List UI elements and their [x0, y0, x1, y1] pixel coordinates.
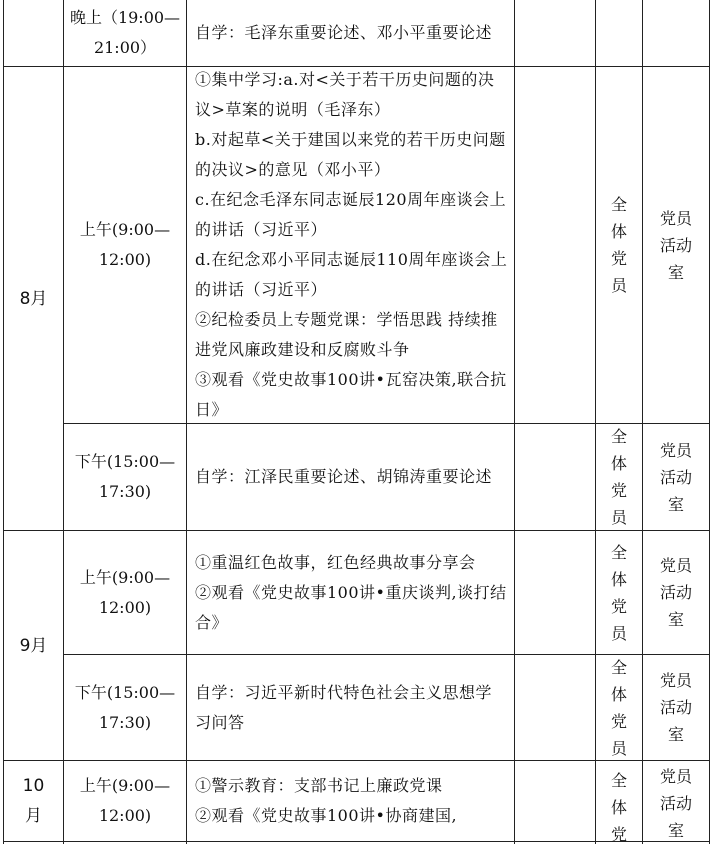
- content-line: ③观看《党史故事100讲•瓦窑决策,联合抗日》: [195, 370, 507, 419]
- time-cell: [64, 424, 186, 530]
- month-label: 10月: [22, 776, 45, 826]
- location-label: 党员活动室: [659, 767, 692, 840]
- content-line: 自学：江泽民重要论述、胡锦涛重要论述: [195, 467, 493, 486]
- content-line: 自学：习近平新时代特色社会主义思想学习问答: [195, 682, 493, 732]
- content-cell: [187, 0, 514, 66]
- content-cell: [187, 67, 514, 423]
- participants-label: 全体党员: [610, 542, 627, 643]
- month-cell: [4, 67, 63, 530]
- content-line: ②观看《党史故事100讲•协商建国,: [195, 806, 458, 825]
- location-label: 党员活动室: [659, 671, 692, 744]
- content-text: [187, 771, 463, 831]
- location-cell: [643, 424, 709, 530]
- grid-line: [3, 841, 710, 842]
- time-cell: [64, 655, 186, 760]
- time-label: 下午(15:00—17:30): [74, 682, 176, 732]
- time-label: 下午(15:00—17:30): [74, 452, 176, 501]
- content-line: 自学：毛泽东重要论述、邓小平重要论述: [195, 23, 493, 42]
- content-cell: [187, 655, 514, 760]
- participants-cell: [596, 424, 642, 530]
- month-cell: [4, 761, 63, 841]
- grid-line: [514, 0, 515, 844]
- location-label: 党员活动室: [659, 440, 692, 514]
- content-text: [187, 18, 498, 48]
- participants-label: 全体党员: [610, 195, 627, 295]
- time-label: 上午(9:00—12:00): [79, 567, 171, 617]
- content-text: [187, 462, 498, 492]
- grid-line: [709, 0, 710, 844]
- time-cell: [64, 0, 186, 66]
- month-label: 9月: [19, 635, 48, 656]
- participants-label: 全体党: [610, 771, 627, 844]
- content-cell: [187, 424, 514, 530]
- content-line: b.对起草<关于建国以来党的若干历史问题的决议>的意见（邓小平）: [195, 130, 506, 179]
- location-cell: [643, 531, 709, 654]
- participants-cell: [596, 655, 642, 760]
- location-cell: [643, 67, 709, 423]
- time-label: 晚上（19:00—21:00）: [69, 8, 181, 57]
- location-label: 党员活动室: [659, 556, 692, 629]
- time-cell: [64, 761, 186, 841]
- participants-cell: [596, 761, 642, 844]
- location-cell: [643, 655, 709, 760]
- time-label: 上午(9:00—12:00): [79, 776, 171, 825]
- participants-cell: [596, 531, 642, 654]
- participants-cell: [596, 67, 642, 423]
- content-line: ②观看《党史故事100讲•重庆谈判,谈打结合》: [195, 582, 507, 632]
- content-line: ①警示教育：支部书记上廉政党课: [195, 776, 443, 795]
- time-cell: [64, 67, 186, 423]
- time-label: 上午(9:00—12:00): [79, 220, 171, 269]
- content-cell: [187, 531, 514, 654]
- content-line: ①重温红色故事，红色经典故事分享会: [195, 552, 476, 572]
- participants-label: 全体党员: [610, 657, 627, 758]
- location-label: 党员活动室: [659, 208, 692, 282]
- content-line: d.在纪念邓小平同志诞辰110周年座谈会上的讲话（习近平）: [195, 250, 508, 299]
- content-text: [187, 548, 514, 638]
- location-cell: [643, 761, 709, 841]
- content-text: [187, 65, 514, 425]
- content-cell: [187, 761, 514, 841]
- time-cell: [64, 531, 186, 654]
- participants-label: 全体党员: [610, 427, 627, 527]
- content-text: [187, 678, 514, 738]
- content-line: ②纪检委员上专题党课：学悟思践 持续推进党风廉政建设和反腐败斗争: [195, 310, 498, 359]
- month-cell: [4, 531, 63, 760]
- content-line: c.在纪念毛泽东同志诞辰120周年座谈会上的讲话（习近平）: [195, 190, 507, 239]
- month-label: 8月: [19, 288, 48, 309]
- content-line: ①集中学习:a.对<关于若干历史问题的决议>草案的说明（毛泽东）: [195, 70, 495, 119]
